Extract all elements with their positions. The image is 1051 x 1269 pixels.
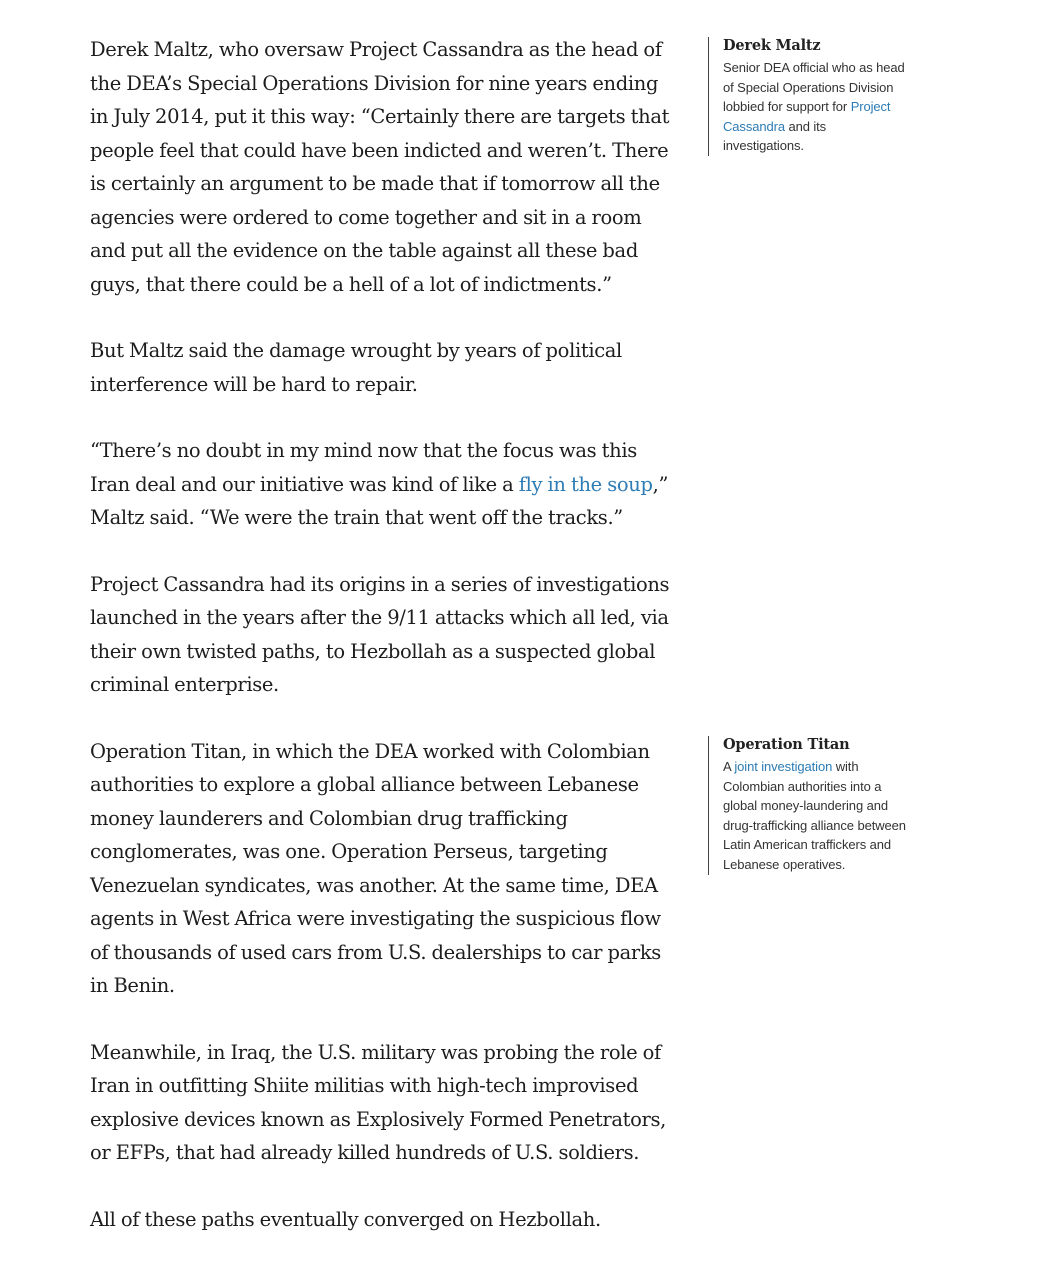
paragraph-text: ,” Maltz said. “We were the train that went off the tracks.” <box>90 472 669 529</box>
article-paragraph-iraq: Meanwhile, in Iraq, the U.S. military was probing the role of Iran in outfitting Shiite militias with high-tech improvised explosive devices known as Explosively Formed Penetrators, or EFPs, that had already killed hundreds of U.S. soldiers. <box>90 1040 666 1164</box>
article-paragraph-maltz-quote: Derek Maltz, who oversaw Project Cassandra as the head of the DEA’s Special Operations Division for nine years ending in July 2014, put it this way: “Certainly there are targets that people feel that could have been indicted and weren’t. There is certainly an argument to be made that if tomorrow all the agencies were ordered to come together and sit in a room and put all the evidence on the table against all these bad guys, that there could be a hell of a lot of indictments.” <box>90 38 670 296</box>
sidenote-body <box>723 757 908 875</box>
article-paragraph-iran-deal <box>90 434 670 535</box>
project-cassandra-link[interactable]: Project Cassandra <box>723 99 891 134</box>
paragraph-text: “There’s no doubt in my mind now that the focus was this Iran deal and our initiative was kind of like a <box>90 439 637 496</box>
sidenote-text: Senior DEA official who as head of Special Operations Division lobbied for support for <box>723 60 905 115</box>
article-paragraph-origins: Project Cassandra had its origins in a series of investigations launched in the years after the 9/11 attacks which all led, via their own twisted paths, to Hezbollah as a suspected global criminal enterprise. <box>90 572 670 696</box>
sidenote-derek-maltz <box>708 37 908 156</box>
article-body <box>90 33 670 1269</box>
sidenote-title: Derek Maltz <box>723 37 821 54</box>
fly-in-the-soup-link[interactable]: fly in the soup <box>518 472 653 496</box>
article-paragraph-operation-titan: Operation Titan, in which the DEA worked with Colombian authorities to explore a global alliance between Lebanese money launderers and Colombian drug trafficking conglomerates, was one. Operation Perseus, targeting Venezuelan syndicates, was another. At the same time, DEA agents in West Africa were investigating the suspicious flow of thousands of used cars from U.S. dealerships to car parks in Benin. <box>90 739 661 997</box>
joint-investigation-link[interactable]: joint investigation <box>734 759 833 774</box>
sidenote-text: with Colombian authorities into a global money-laundering and drug-trafficking alliance between Latin American traffickers and Lebanese operatives. <box>723 759 906 872</box>
sidenote-text: and its investigations. <box>723 118 827 154</box>
sidenote-text: A <box>723 759 735 774</box>
article-paragraph-converged: All of these paths eventually converged on Hezbollah. <box>90 1207 601 1231</box>
sidenote-operation-titan <box>708 736 908 875</box>
sidenote-title: Operation Titan <box>723 736 850 753</box>
article-paragraph-political-interference: But Maltz said the damage wrought by years of political interference will be hard to repair. <box>90 339 622 396</box>
sidenote-body <box>723 58 908 156</box>
